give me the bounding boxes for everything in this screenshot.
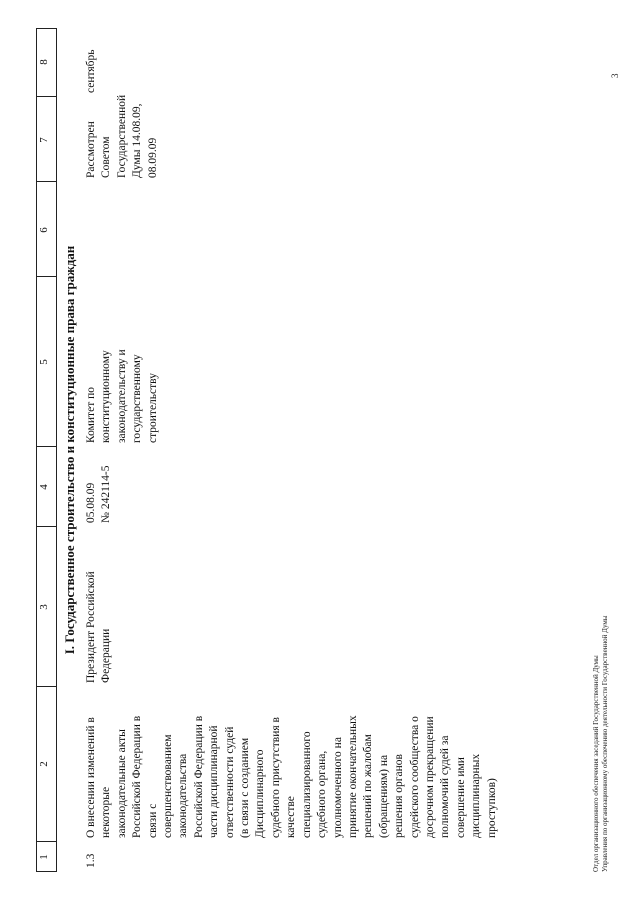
column-number: 2 bbox=[38, 761, 50, 767]
section-title: I. Государственное строительство и конституционные права граждан bbox=[62, 245, 77, 655]
column-number: 8 bbox=[38, 59, 50, 65]
col-divider bbox=[36, 526, 56, 527]
col-divider bbox=[36, 686, 56, 687]
column-number: 5 bbox=[38, 359, 50, 365]
committee: Комитет по конституционному законодательству и государственному строительству bbox=[85, 349, 159, 443]
bill-title: О внесении изменений в некоторые законодательные акты Российской Федерации в связи с совершенствованием законодательства Российской Федерации в части дисциплинарной ответственности судей (в связи с созданием Дисциплинарного судебного присутствия в качестве специализированного судебного органа, уполномоченного на принятие окончательных решений по жалобам (обращениям) на решения органов судейского сообщества о досрочном прекращении полномочий судей за совершение ими дисциплинарных проступков) bbox=[85, 715, 498, 838]
footer-line-2: Управления по организационному обеспечению деятельности Государственной Думы bbox=[601, 615, 609, 872]
footer-line-1: Отдел организационного обеспечения заседаний Государственной Думы bbox=[592, 655, 600, 872]
column-number: 7 bbox=[38, 137, 50, 143]
column-number: 1 bbox=[38, 854, 50, 860]
column-number: 3 bbox=[38, 604, 50, 610]
status: Рассмотрен Советом Государственной Думы 14.08.09, 08.09.09 bbox=[85, 94, 159, 178]
row-number: 1.3 bbox=[85, 853, 97, 868]
table bbox=[36, 28, 640, 872]
col-divider bbox=[36, 446, 56, 447]
month: сентябрь bbox=[85, 49, 97, 93]
column-number: 6 bbox=[38, 227, 50, 233]
date-number: 05.08.09 № 242114-5 bbox=[85, 465, 113, 523]
column-number: 4 bbox=[38, 484, 50, 490]
initiator: Президент Российской Федерации bbox=[85, 571, 113, 683]
col-divider bbox=[36, 181, 56, 182]
col-divider bbox=[36, 276, 56, 277]
col-divider bbox=[36, 28, 56, 29]
header-bottom-border bbox=[56, 28, 57, 872]
page-number: 3 bbox=[610, 73, 620, 78]
table-top-border bbox=[36, 28, 37, 872]
col-divider bbox=[36, 96, 56, 97]
